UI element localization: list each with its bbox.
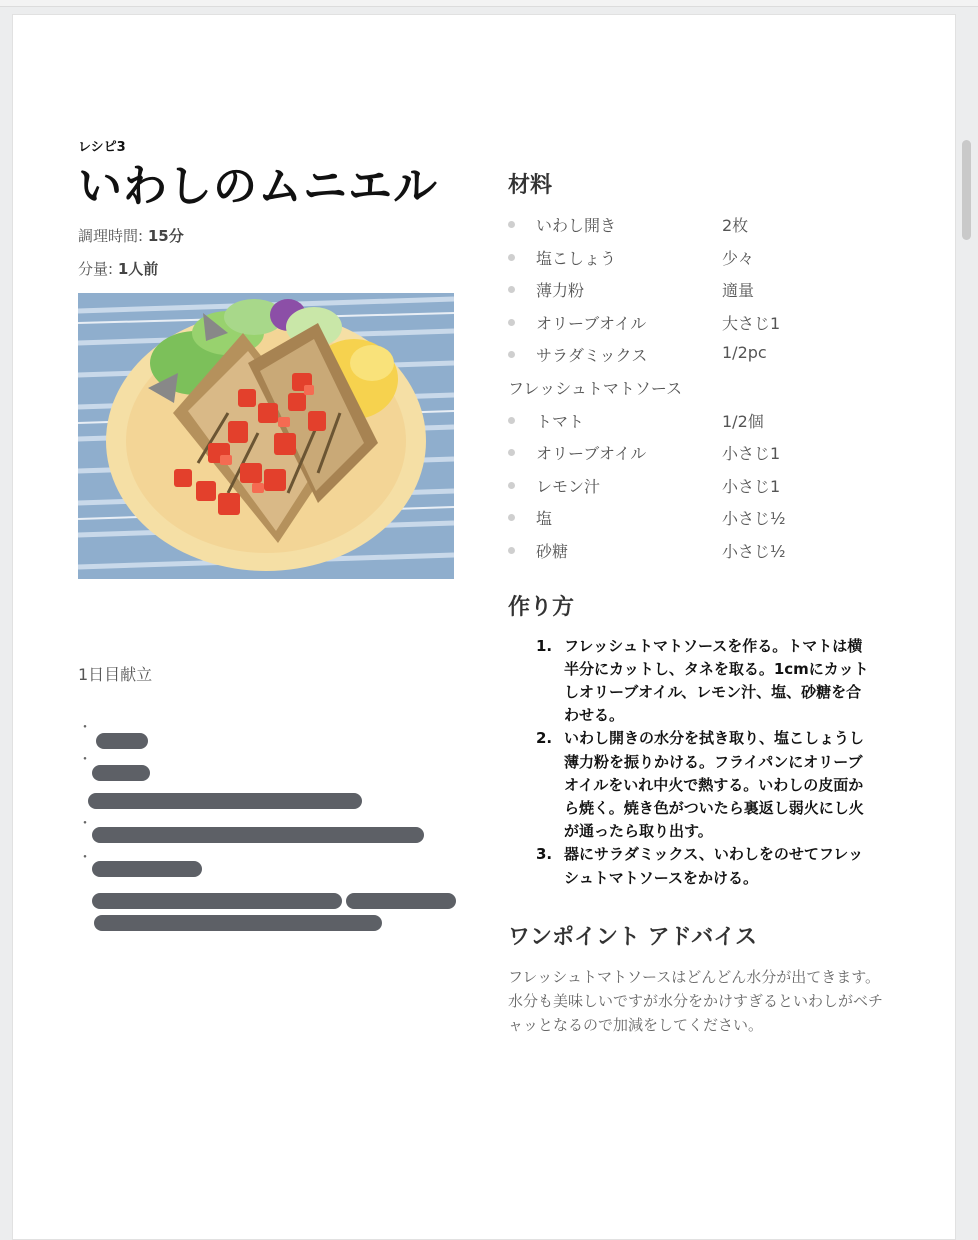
bullet-1: ・ [78, 720, 92, 736]
redaction-bar [346, 893, 456, 909]
step-text: いわし開きの水分を拭き取り、塩こしょうし薄力粉を振りかける。フライパンにオリーブオイルをいれ中火で熱する。いわしの皮面から焼く。焼き色がついたら裏返し弱火にし火が通ったら取り出す。 [564, 729, 865, 841]
ingredient-item [508, 539, 888, 572]
servings-value: 1人前 [117, 260, 159, 278]
scrollbar-thumb[interactable] [962, 140, 971, 240]
sauce-heading: フレッシュトマトソース [508, 378, 683, 398]
ingredient-amount: 小さじ½ [722, 509, 786, 529]
ingredient-amount: 1/2個 [722, 411, 764, 431]
ingredient-amount: 小さじ1 [722, 444, 781, 464]
tip-heading: ワンポイント アドバイス [508, 924, 758, 950]
recipe-header [78, 136, 458, 579]
ingredient-name: 砂糖 [536, 541, 569, 561]
step-item [508, 843, 874, 889]
ingredient-amount: 適量 [722, 281, 755, 301]
recipe-title: いわしのムニエル [78, 161, 438, 212]
recipe-kicker: レシピ3 [78, 140, 126, 155]
ingredient-item [508, 474, 888, 507]
ingredient-name: サラダミックス [536, 346, 648, 366]
bullet-icon [508, 449, 515, 456]
bullet-2: ・ [78, 752, 92, 768]
bullet-icon [508, 547, 515, 554]
ingredient-item [508, 311, 888, 344]
bullet-icon [508, 286, 515, 293]
ingredient-name: 塩こしょう [536, 248, 617, 268]
step-number: 3. [536, 845, 553, 864]
redaction-bar [92, 893, 342, 909]
cook-time-value: 15分 [147, 227, 184, 245]
ingredient-name: 塩 [536, 509, 553, 529]
ingredient-name: 薄力粉 [536, 281, 585, 301]
redaction-bar [88, 793, 362, 809]
ingredient-item [508, 506, 888, 539]
step-number: 1. [536, 636, 553, 655]
ingredients-heading: 材料 [508, 173, 553, 198]
step-item [508, 635, 874, 728]
bullet-icon [508, 514, 515, 521]
redaction-bar [92, 765, 150, 781]
daily-menu-title: 1日目献立 [78, 665, 153, 684]
tip-text: フレッシュトマトソースはどんどん水分が出てきます。水分も美味しいですが水分をかけすぎるといわしがベチャッとなるので加減をしてください。 [508, 967, 884, 1034]
bullet-3: ・ [78, 816, 92, 832]
ingredient-amount: 少々 [722, 248, 755, 268]
step-text: フレッシュトマトソースを作る。トマトは横半分にカットし、タネを取る。1cmにカットしオリーブオイル、レモン汁、塩、砂糖を合わせる。 [564, 636, 869, 725]
servings-label: 分量: [78, 260, 114, 278]
step-number: 2. [536, 729, 553, 748]
recipe-body [508, 168, 888, 1037]
cook-time [78, 225, 458, 246]
ingredient-item [508, 246, 888, 279]
ingredient-name: いわし開き [536, 216, 617, 235]
bullet-icon [508, 482, 515, 489]
ingredient-item [508, 343, 888, 376]
ingredient-name: トマト [536, 411, 585, 431]
ingredient-item [508, 213, 888, 246]
cook-time-label: 調理時間: [78, 227, 144, 245]
ingredient-amount: 2枚 [722, 216, 749, 235]
redaction-bar [94, 915, 382, 931]
ingredient-amount: 小さじ1 [722, 476, 781, 496]
ingredient-name: オリーブオイル [536, 444, 647, 464]
ingredient-amount: 大さじ1 [722, 313, 781, 333]
step-item [508, 727, 874, 843]
bullet-icon [508, 351, 515, 358]
redaction-bar [96, 733, 148, 749]
redaction-bar [92, 827, 424, 843]
ingredient-name: オリーブオイル [536, 313, 647, 333]
bullet-icon [508, 319, 515, 326]
ingredient-subheading [508, 376, 888, 409]
bullet-icon [508, 221, 515, 228]
ingredient-amount: 小さじ½ [722, 541, 786, 561]
ingredient-name: レモン汁 [536, 476, 601, 496]
step-text: 器にサラダミックス、いわしをのせてフレッシュトマトソースをかける。 [564, 845, 864, 887]
bullet-icon [508, 417, 515, 424]
dish-photo [78, 293, 454, 579]
bullet-icon [508, 254, 515, 261]
servings [78, 258, 458, 279]
daily-menu [78, 662, 468, 927]
steps-list [508, 635, 888, 890]
ingredient-item [508, 278, 888, 311]
ingredient-amount: 1/2pc [722, 343, 767, 363]
steps-heading: 作り方 [508, 594, 575, 620]
ingredient-list [508, 213, 888, 572]
redaction-bar [92, 861, 202, 877]
window-top-edge [0, 0, 978, 7]
ingredient-item [508, 441, 888, 474]
redacted-menu-items [78, 697, 468, 927]
ingredient-item [508, 409, 888, 442]
bullet-4: ・ [78, 850, 92, 866]
